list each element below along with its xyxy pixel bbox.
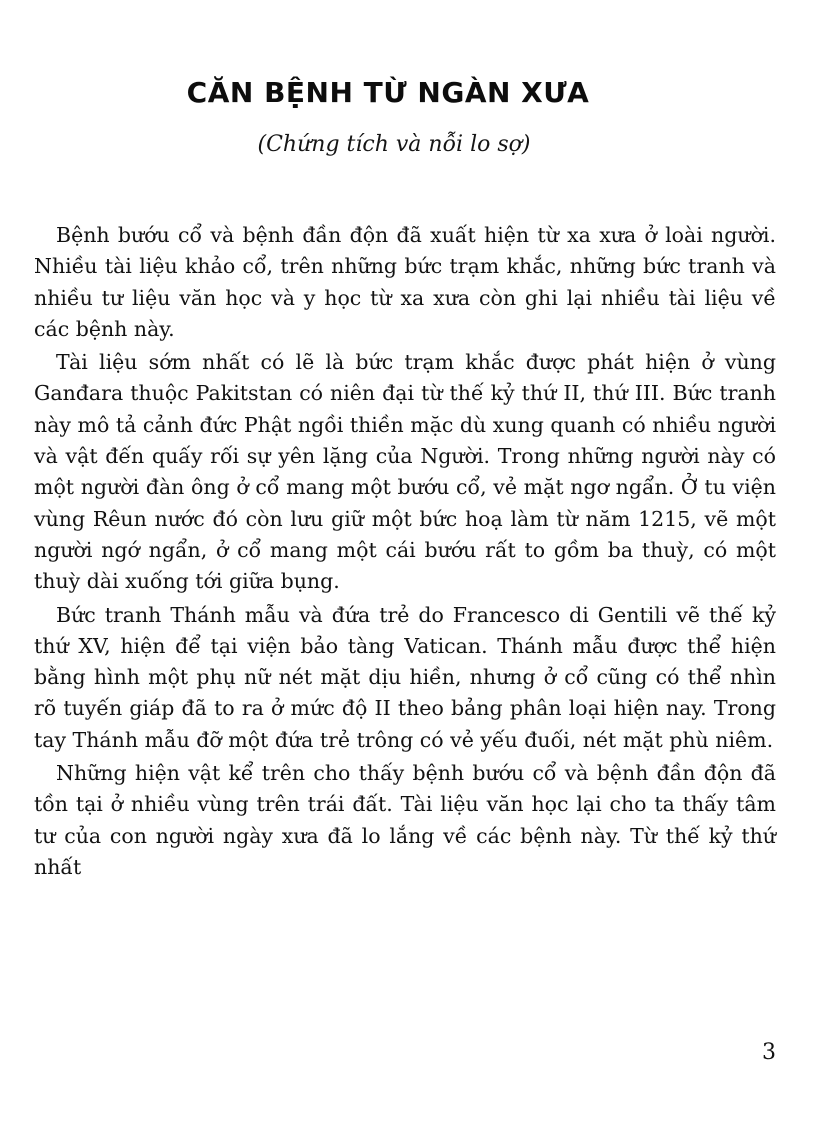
body-text bbox=[34, 220, 776, 883]
paragraph: Tài liệu sớm nhất có lẽ là bức trạm khắc được phát hiện ở vùng Ganđara thuộc Pakitstan có niên đại từ thế kỷ thứ II, thứ III. Bức tranh này mô tả cảnh đức Phật ngồi thiền mặc dù xung quanh có nhiều người và vật đến quấy rối sự yên lặng của Người. Trong những người này có một người đàn ông ở cổ mang một bướu cổ, vẻ mặt ngơ ngẩn. Ở tu viện vùng Rêun nước đó còn lưu giữ một bức hoạ làm từ năm 1215, vẽ một người ngớ ngẩn, ở cổ mang một cái bướu rất to gồm ba thuỳ, có một thuỳ dài xuống tới giữa bụng. bbox=[34, 350, 776, 594]
paragraph: Những hiện vật kể trên cho thấy bệnh bướu cổ và bệnh đần độn đã tồn tại ở nhiều vùng trên trái đất. Tài liệu văn học lại cho ta thấy tâm tư của con người ngày xưa đã lo lắng về các bệnh này. Từ thế kỷ thứ nhất bbox=[34, 761, 776, 879]
paragraph: Bệnh bướu cổ và bệnh đần độn đã xuất hiện từ xa xưa ở loài người. Nhiều tài liệu khảo cổ, trên những bức trạm khắc, những bức tranh và nhiều tư liệu văn học và y học từ xa xưa còn ghi lại nhiều tài liệu về các bệnh này. bbox=[34, 223, 776, 341]
chapter-subtitle: (Chứng tích và nỗi lo sợ) bbox=[257, 132, 531, 157]
page-number: 3 bbox=[762, 1040, 776, 1065]
paragraph: Bức tranh Thánh mẫu và đứa trẻ do Francesco di Gentili vẽ thế kỷ thứ XV, hiện để tại viện bảo tàng Vatican. Thánh mẫu được thể hiện bằng hình một phụ nữ nét mặt dịu hiền, nhưng ở cổ cũng có thể nhìn rõ tuyến giáp đã to ra ở mức độ II theo bảng phân loại hiện nay. Trong tay Thánh mẫu đỡ một đứa trẻ trông có vẻ yếu đuối, nét mặt phù niêm. bbox=[34, 602, 776, 752]
chapter-title: CĂN BỆNH TỪ NGÀN XƯA bbox=[186, 76, 590, 109]
